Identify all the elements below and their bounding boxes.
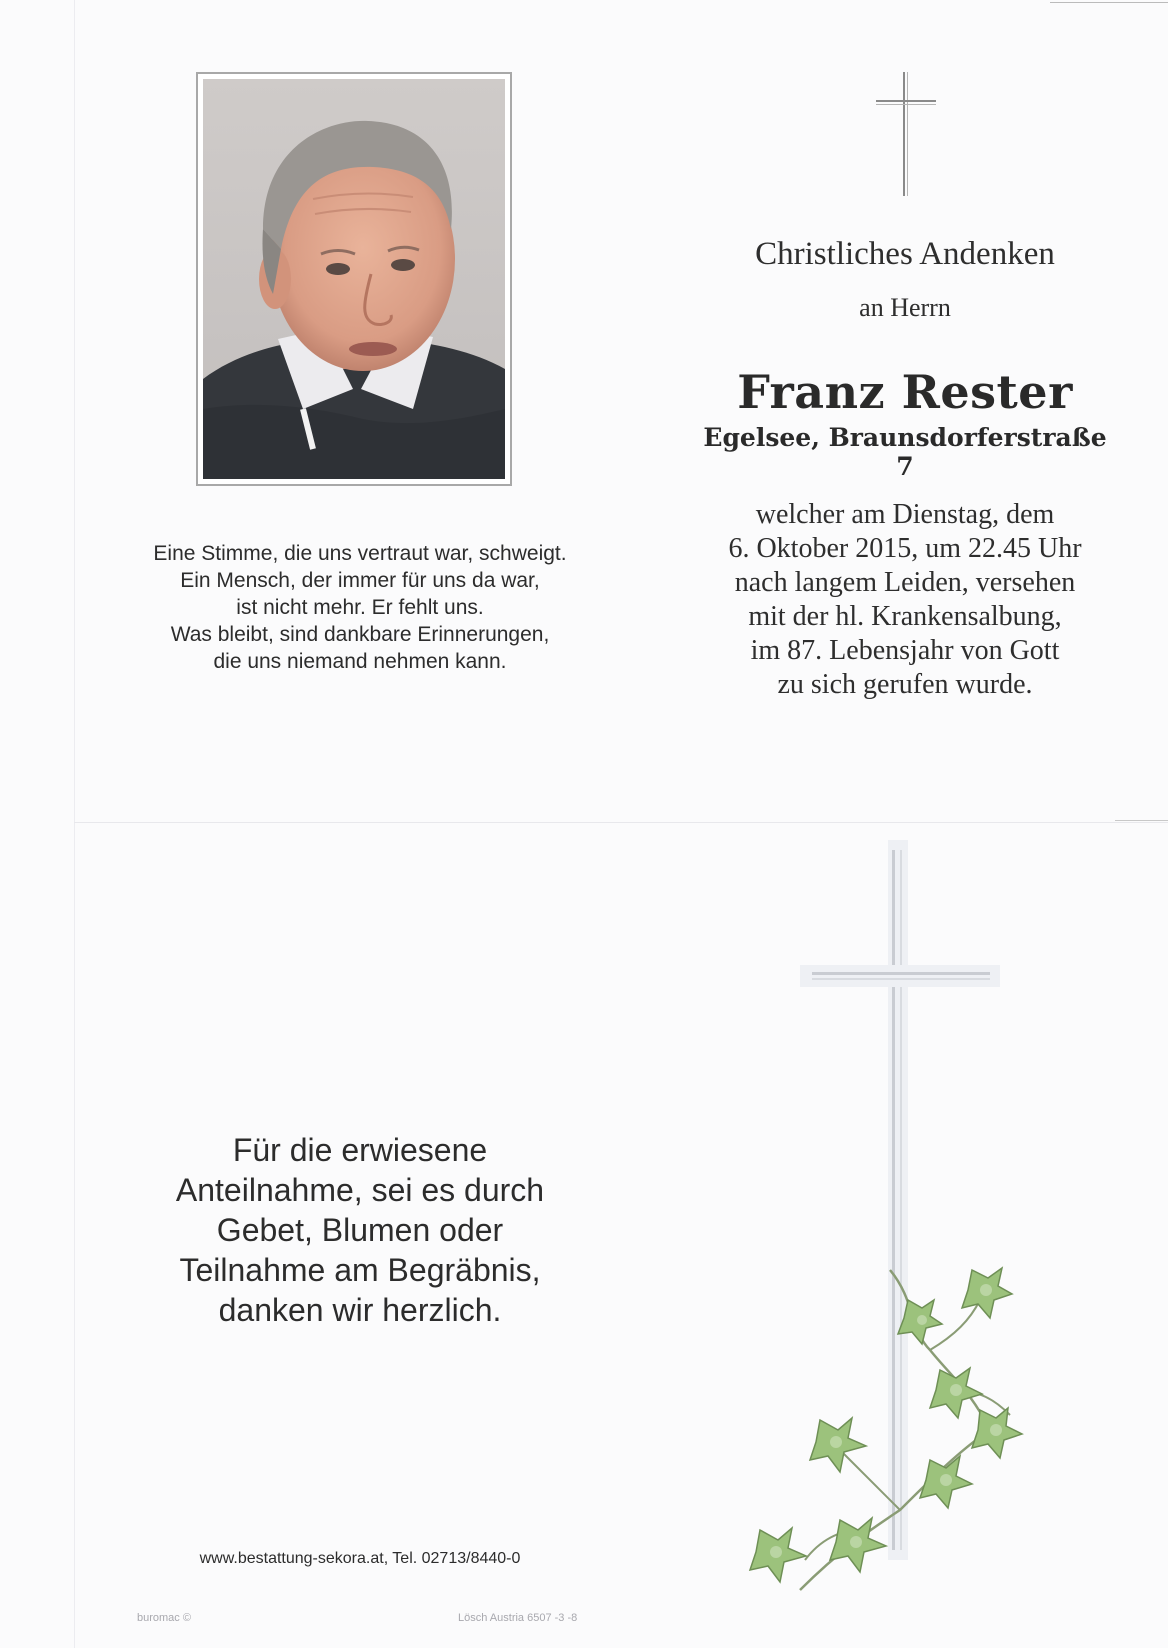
thanks-line: Teilnahme am Begräbnis, (179, 1252, 541, 1288)
card-left-edge (74, 0, 75, 1648)
card-subtitle: an Herrn (859, 293, 951, 322)
card-top-edge (1050, 2, 1168, 3)
quote-line: ist nicht mehr. Er fehlt uns. (236, 596, 484, 619)
fold-line-edge (1115, 820, 1168, 821)
fold-line (74, 822, 1168, 823)
thanks-line: Anteilnahme, sei es durch (175, 1172, 545, 1208)
death-notice (700, 498, 1110, 702)
notice-line: 6. Oktober 2015, um 22.45 Uhr (728, 533, 1082, 564)
cross-icon (876, 72, 936, 201)
printer-mark: buromac © (137, 1612, 191, 1624)
ivy-cross-icon (740, 830, 1070, 1625)
quote-line: die uns niemand nehmen kann. (213, 650, 507, 673)
thanks-line: Für die erwiesene (232, 1132, 488, 1168)
portrait-image (203, 79, 505, 479)
deceased-name: Franz Rester (737, 365, 1073, 419)
notice-line: im 87. Lebensjahr von Gott (750, 635, 1060, 666)
notice-line: zu sich gerufen wurde. (777, 669, 1033, 700)
notice-line: nach langem Leiden, versehen (734, 567, 1076, 598)
quote-line: Ein Mensch, der immer für uns da war, (180, 569, 540, 592)
funeral-home-contact: www.bestattung-sekora.at, Tel. 02713/8440-0 (199, 1550, 521, 1567)
thanks-message (120, 1130, 600, 1330)
notice-line: mit der hl. Krankensalbung, (748, 601, 1062, 632)
quote-line: Was bleibt, sind dankbare Erinnerungen, (170, 623, 550, 646)
print-code: Lösch Austria 6507 -3 -8 (458, 1612, 578, 1624)
thanks-line: Gebet, Blumen oder (216, 1212, 504, 1248)
card-title: Christliches Andenken (755, 236, 1055, 272)
notice-line: welcher am Dienstag, dem (755, 499, 1055, 530)
thanks-line: danken wir herzlich. (218, 1292, 502, 1328)
deceased-address: Egelsee, Braunsdorferstraße 7 (703, 423, 1107, 481)
memorial-quote (110, 540, 610, 675)
quote-line: Eine Stimme, die uns vertraut war, schweigt. (153, 542, 567, 565)
portrait-photo (196, 72, 512, 486)
